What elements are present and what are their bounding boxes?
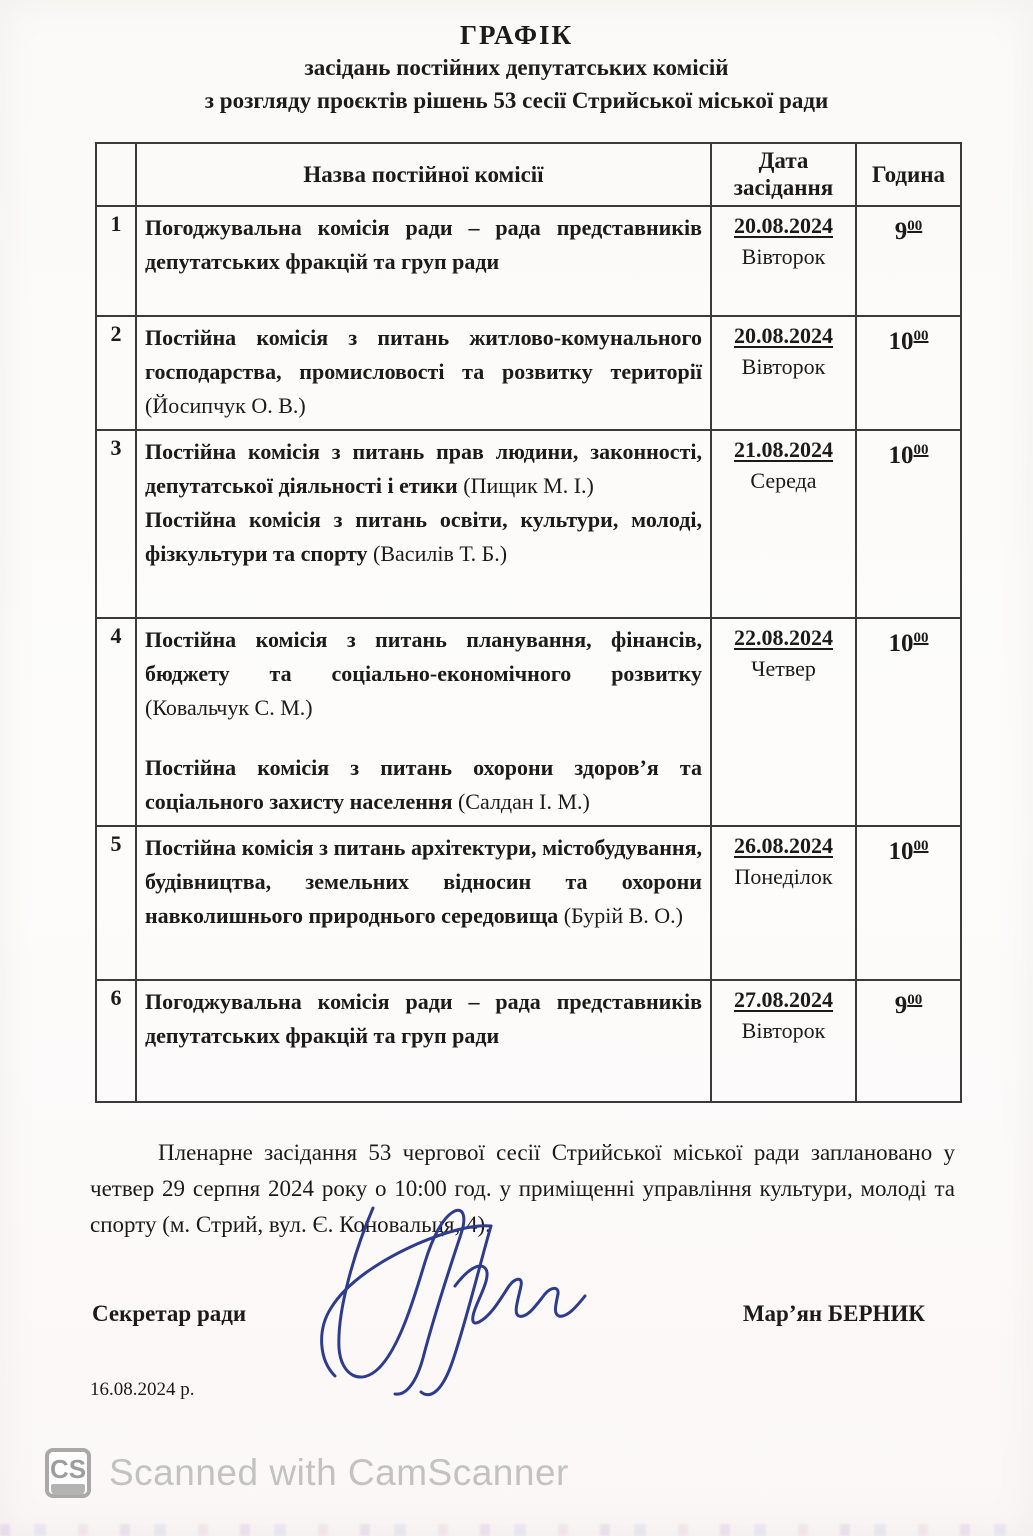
commission-name-text: (Салдан І. М.) [457, 789, 590, 814]
meeting-weekday: Середа [750, 468, 817, 493]
commission-name-text: (Пищик М. І.) [463, 473, 594, 498]
table-header-row [96, 143, 961, 206]
meeting-minutes: 00 [913, 328, 929, 344]
meeting-hour-cell [856, 316, 961, 430]
meeting-weekday: Вівторок [741, 1018, 826, 1043]
row-number: 5 [96, 826, 136, 980]
meeting-minutes: 00 [913, 442, 929, 458]
meeting-minutes: 00 [913, 630, 929, 646]
signer-role: Секретар ради [92, 1301, 247, 1326]
commission-name-cell [136, 430, 711, 618]
meeting-date-cell [711, 316, 856, 430]
meeting-hour-cell [856, 430, 961, 618]
meeting-hour-cell [856, 618, 961, 826]
commission-name-text: (Ковальчук С. М.) [145, 695, 313, 720]
commission-name-text: Постійна комісія з питань охорони здоров’я та соціального захисту населення [145, 755, 702, 814]
commission-name-text: (Йосипчук О. В.) [145, 393, 306, 418]
meeting-hour: $10^{00}$ [888, 630, 929, 657]
table-row [96, 206, 961, 316]
meeting-date-cell [711, 826, 856, 980]
row-number: 3 [96, 430, 136, 618]
row-number: 2 [96, 316, 136, 430]
meeting-date: 26.08.2024 [734, 833, 833, 858]
meeting-weekday: Четвер [751, 656, 816, 681]
commission-name-cell [136, 206, 711, 316]
commission-name-text: Постійна комісія з питань освіти, культури, молоді, фізкультури та спорту [145, 507, 702, 566]
meeting-date: 20.08.2024 [734, 323, 833, 348]
commission-name-text: Постійна комісія з питань архітектури, містобудування, будівництва, земельних відносин та охорони навколишнього природнього середовища [145, 835, 702, 928]
camscanner-logo-icon [45, 1448, 91, 1498]
table-row [96, 430, 961, 618]
meeting-weekday: Вівторок [741, 244, 826, 269]
header-number [96, 143, 136, 206]
header-meeting-date: Дата засідання [711, 143, 856, 206]
signature-row [92, 1301, 925, 1327]
commission-name-text: (Василів Т. Б.) [373, 541, 508, 566]
camscanner-footer [45, 1448, 569, 1498]
meeting-minutes: 00 [907, 218, 923, 234]
meeting-hour: $10^{00}$ [888, 328, 929, 355]
meeting-hour-cell [856, 206, 961, 316]
meeting-hour: $10^{00}$ [888, 838, 929, 865]
meeting-hour: $10^{00}$ [888, 442, 929, 469]
row-number: 6 [96, 980, 136, 1102]
camscanner-label: Scanned with CamScanner [109, 1452, 569, 1493]
document-title: ГРАФІК [459, 20, 574, 50]
commission-name-cell [136, 618, 711, 826]
row-number: 4 [96, 618, 136, 826]
signature-date: 16.08.2024 р. [90, 1379, 195, 1400]
meeting-date-cell [711, 980, 856, 1102]
signer-name: Мар’ян БЕРНИК [742, 1301, 925, 1326]
commission-name-text: Постійна комісія з питань прав людини, законності, депутатської діяльності і етики [145, 439, 702, 498]
document-title-block [0, 0, 1033, 116]
commission-name-cell [136, 980, 711, 1102]
meeting-date: 20.08.2024 [734, 213, 833, 238]
table-row [96, 980, 961, 1102]
scan-artifact-strip [0, 1524, 1033, 1536]
commission-name-text: Погоджувальна комісія ради – рада представників депутатських фракцій та груп ради [145, 215, 702, 274]
commission-name-cell [136, 826, 711, 980]
header-hour: Година [856, 143, 961, 206]
meeting-date-cell [711, 618, 856, 826]
commission-name-text: Постійна комісія з питань житлово-комунального господарства, промисловості та розвитку території [145, 325, 702, 384]
schedule-table [95, 142, 962, 1103]
meeting-hour-cell [856, 826, 961, 980]
row-number: 1 [96, 206, 136, 316]
meeting-date-cell [711, 206, 856, 316]
meeting-weekday: Вівторок [741, 354, 826, 379]
document-subtitle-1: засідань постійних депутатських комісій [304, 55, 729, 80]
document-subtitle-2: з розгляду проєктів рішень 53 сесії Стрийської міської ради [204, 88, 829, 113]
meeting-date-cell [711, 430, 856, 618]
meeting-hour: $9^{00}$ [894, 218, 923, 245]
table-row [96, 316, 961, 430]
camscanner-badge-text: CS [49, 1453, 87, 1484]
meeting-date: 27.08.2024 [734, 987, 833, 1012]
meeting-hour: $9^{00}$ [894, 992, 923, 1019]
meeting-weekday: Понеділок [734, 864, 833, 889]
meeting-date: 22.08.2024 [734, 625, 833, 650]
plenary-session-note: Пленарне засідання 53 чергової сесії Стрийської міської ради заплановано у четвер 29 серпня 2024 року о 10:00 год. у приміщенні управління культури, молоді та спорту (м. Стрий, вул. Є. Коновальця, 4). [90, 1140, 955, 1237]
table-row [96, 826, 961, 980]
header-commission-name: Назва постійної комісії [136, 143, 711, 206]
meeting-minutes: 00 [907, 992, 923, 1008]
meeting-minutes: 00 [913, 838, 929, 854]
table-row [96, 618, 961, 826]
meeting-hour-cell [856, 980, 961, 1102]
commission-name-text: Постійна комісія з питань планування, фінансів, бюджету та соціально-економічного розвитку [145, 627, 702, 686]
schedule-table-body [96, 206, 961, 1102]
meeting-date: 21.08.2024 [734, 437, 833, 462]
commission-name-text: (Бурій В. О.) [563, 903, 683, 928]
commission-name-cell [136, 316, 711, 430]
commission-name-text: Погоджувальна комісія ради – рада представників депутатських фракцій та груп ради [145, 989, 702, 1048]
